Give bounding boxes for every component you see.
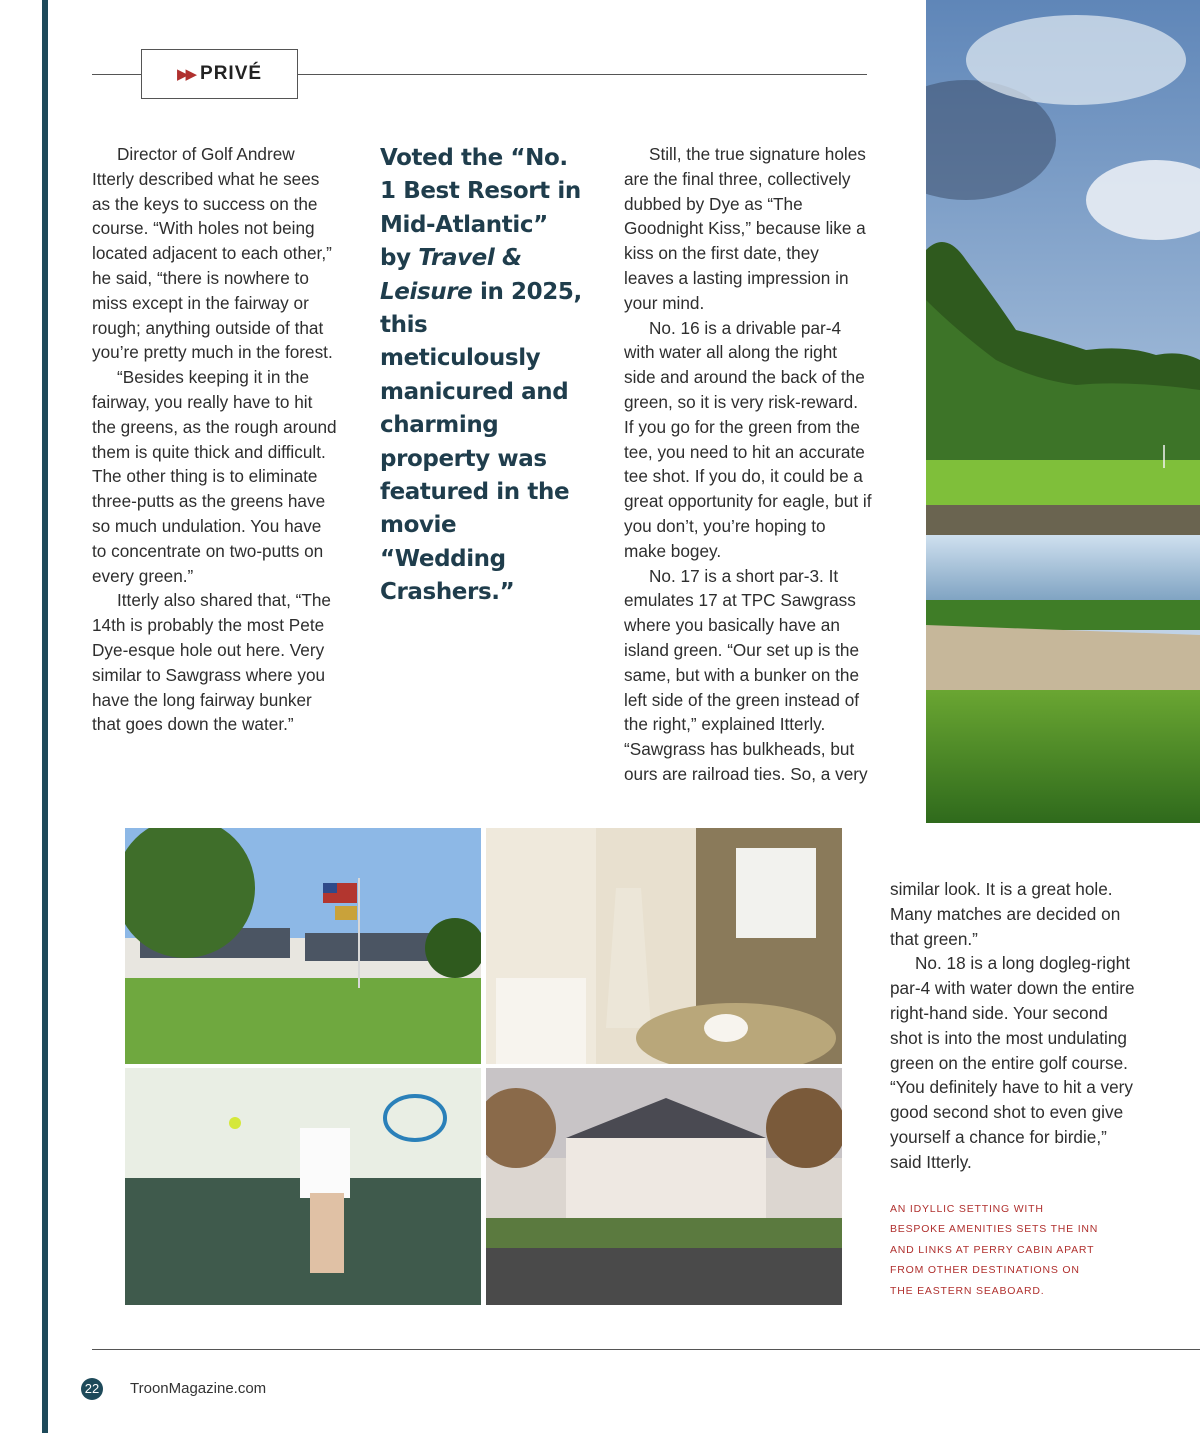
pull-quote-tail: in 2025, this meticulously manicured and charming property was featured in the movie “Wedding Crashers.” [380,278,582,606]
article-column-right [624,142,872,787]
magazine-site-name: TroonMagazine.com [130,1380,267,1397]
pull-quote [380,142,585,610]
footer-rule [92,1349,1200,1350]
paragraph: “Besides keeping it in the fairway, you really have to hit the greens, as the rough around them is quite thick and difficult. The other thing is to eliminate three-putts as the greens have so much undulation. You have to concentrate on two-putts on every green.” [92,367,337,586]
page-number: 22 [81,1378,103,1400]
paragraph: Director of Golf Andrew Itterly described what he sees as the keys to success on the course. “With holes not being located adjacent to each other,” he said, “there is nowhere to miss except in the fairway or rough; anything outside of that you’re pretty much in the forest. [92,144,333,363]
photo-caption: AN IDYLLIC SETTING WITH BESPOKE AMENITIES SETS THE INN AND LINKS AT PERRY CABIN APART FROM OTHER DESTINATIONS ON THE EASTERN SEABOARD. [890,1203,1099,1297]
page-spine-bar [42,0,48,1433]
tennis-player-photo [125,1068,481,1305]
article-column-left [92,142,337,737]
header-rule-right [298,74,867,75]
paragraph: No. 17 is a short par-3. It emulates 17 at TPC Sawgrass where you basically have an island green. “Our set up is the same, but with a bunker on the left side of the green instead of the right,” explained Itterly. “Sawgrass has bulkheads, but ours are railroad ties. So, a very [624,565,868,784]
paragraph: Itterly also shared that, “The 14th is probably the most Pete Dye-esque hole out here. Very similar to Sawgrass where you have the long fairway bunker that goes down the water.” [92,590,331,735]
header-rule-left [92,74,142,75]
paragraph: similar look. It is a great hole. Many matches are decided on that green.” [890,879,1121,949]
resort-lawn-flag-photo [125,828,481,1064]
article-column-bottom [890,877,1140,1175]
double-arrow-icon: ▶▶ [176,66,195,83]
section-label: PRIVÉ [200,63,263,84]
paragraph: No. 18 is a long dogleg-right par-4 with water down the entire right-hand side. Your second shot is into the most undulating green on the entire golf course. “You definitely have to hit a very good second shot to even give yourself a chance for birdie,” said Itterly. [890,953,1135,1172]
pull-quote-publication: Travel & Leisure [380,245,522,305]
spa-room-photo [486,828,842,1064]
section-tag [141,49,298,99]
golf-course-photo [926,0,1200,823]
paragraph: Still, the true signature holes are the final three, collectively dubbed by Dye as “The Goodnight Kiss,” because like a kiss on the first date, they leaves a lasting impression in your mind. [624,144,866,313]
inn-waterfront-photo [486,1068,842,1305]
paragraph: No. 16 is a drivable par-4 with water all along the right side and around the back of the green, so it is very risk-reward. If you go for the green from the tee, you need to hit an accurate tee shot. If you do, it could be a great opportunity for eagle, but if you don’t, you’re hoping to make bogey. [624,317,872,561]
pull-quote-lead: Voted the “No. 1 Best Resort in Mid-Atlantic” by [380,145,581,272]
